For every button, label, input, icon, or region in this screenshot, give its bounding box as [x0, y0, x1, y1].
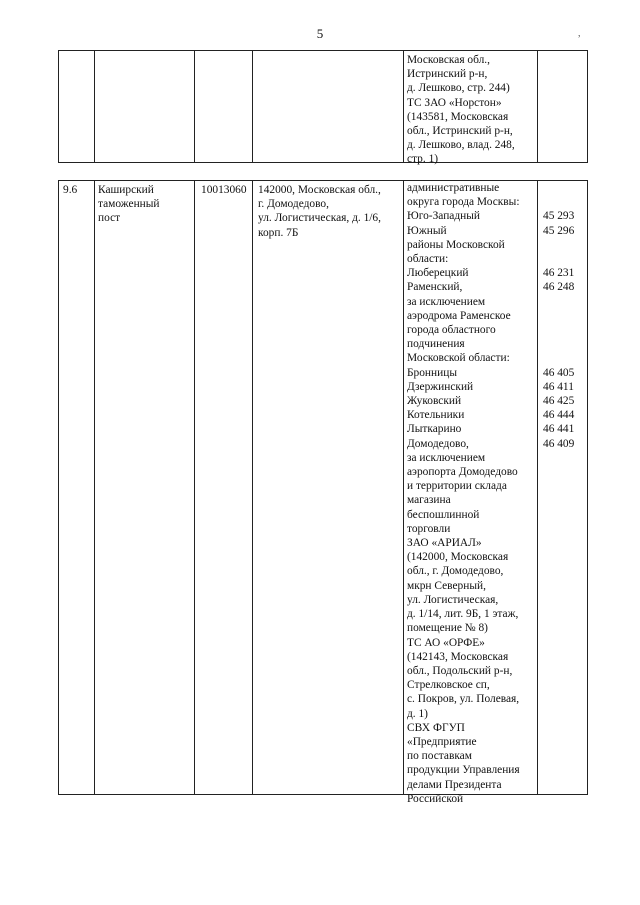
customs-code: 10013060 — [201, 184, 247, 196]
territory-list: административные округа города Москвы: Юго-Западный Южный районы Московской области: Люберецкий Раменский, за исключением аэродрома Раменское города областного подчинения Московской области: Бронницы Дзержинский Жуковский Котельники Лыткарино Домодедово, за исключением аэропорта Домодедово и территории склада магазина беспошлинной торговли ЗАО «АРИАЛ» (142000, Московская обл., г. Домодедово, мкрн Северный, ул. Логистическая, д. 1/14, лит. 9Б, 1 этаж, помещение № 8) ТС АО «ОРФЕ» (142143, Московская обл., Подольский р-н, Стрелковское сп, с. Покров, ул. Полевая, д. 1) СВХ ФГУП «Предприятие по поставкам продукции Управления делами Президента Российской — [407, 182, 520, 805]
column-divider — [194, 51, 195, 162]
column-divider — [403, 51, 404, 162]
post-address: 142000, Московская обл., г. Домодедово, ул. Логистическая, д. 1/6, корп. 7Б — [258, 184, 381, 239]
customs-post-name: Каширский таможенный пост — [98, 184, 160, 225]
table-row-9-6 — [58, 180, 588, 805]
page-number: 5 — [316, 26, 324, 41]
corner-mark: , — [578, 28, 581, 39]
column-divider — [94, 181, 95, 794]
column-divider — [537, 181, 538, 794]
row-number: 9.6 — [63, 184, 78, 196]
column-divider — [403, 181, 404, 794]
column-divider — [194, 181, 195, 794]
column-divider — [537, 51, 538, 162]
column-divider — [252, 51, 253, 162]
column-divider — [94, 51, 95, 162]
okato-codes: 45 293 45 296 46 231 46 248 46 405 46 411 46 425 46 444 46 441 46 409 — [543, 210, 575, 450]
table-continuation — [58, 50, 588, 166]
column-divider — [252, 181, 253, 794]
territory-cell-continued: Московская обл., Истринский р-н, д. Лешково, стр. 244) ТС ЗАО «Норстон» (143581, Московская обл., Истринский р-н, д. Лешково, влад. 248, стр. 1) — [407, 54, 515, 166]
